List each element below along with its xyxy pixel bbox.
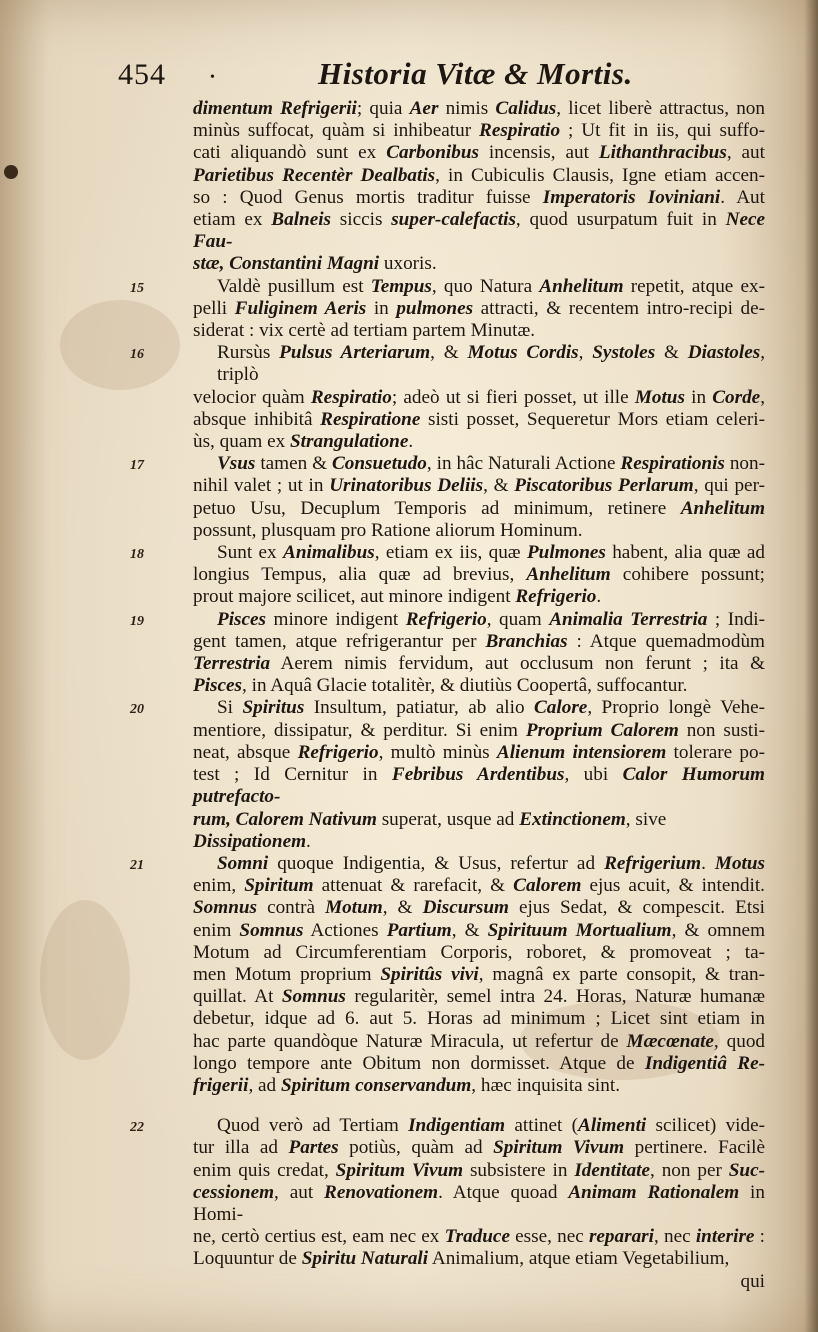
running-head [118,58,764,98]
italic-term: Somnus [281,986,346,1008]
text-run: non susti- [678,719,765,741]
text-run: tamen & [255,453,332,475]
text-run: Insultum, patiatur, ab alio [304,697,534,719]
italic-term: Extinctionem [519,808,626,830]
text-line [130,697,765,719]
text-run: . Aut [720,186,765,208]
text-run: quillat. At [193,986,282,1008]
text-run: ne, certò certius est, eam nec ex [193,1226,445,1248]
italic-term: Urinatoribus Deliis [329,475,484,497]
italic-term: Imperatoris Ioviniani [542,186,721,208]
text-run: superat, usque ad [376,808,520,830]
text-run: , in hâc Naturali Actione [426,453,621,475]
italic-term: Motus Cordis [467,342,579,364]
text-line [193,253,765,275]
text-line [193,564,765,586]
text-run: Actiones [303,919,387,941]
italic-term: Parietibus Recentèr Dealbatis [193,164,436,186]
italic-term: Anhelitum [526,564,611,586]
text-line [193,631,765,653]
text-run: possunt, plusquam pro Ratione aliorum Hominum. [193,519,583,541]
italic-term: Aer [409,98,439,119]
text-line [130,453,765,475]
italic-term: super-calefactis [391,209,516,231]
text-run: Aerem nimis fervidum, aut occlusum non ferunt ; ita & [270,653,765,675]
italic-term: Somnus [193,897,257,919]
text-line [130,342,766,386]
text-line [193,1226,765,1248]
italic-term: Respiratio [479,120,561,142]
italic-term: Strangulatione [290,431,409,453]
italic-term: Refrigerium [604,852,702,874]
text-run: Motum ad Circumferentiam Corporis, roboret, & promoveat ; ta- [193,941,765,963]
text-run: siccis [331,209,392,231]
text-run: , triplò [217,342,766,386]
text-run: , magnâ ex parte consopit, & tran- [478,963,765,985]
text-run: , in Aquâ Glacie totalitèr, & diutiùs Coopertâ, suffocantur. [242,675,688,697]
text-line [193,986,765,1008]
section-number: 17 [130,458,144,474]
italic-term: Discursum [422,897,509,919]
page-number: 454 [118,58,166,91]
text-run: attenuat & rarefacit, & [313,875,514,897]
text-line [193,1160,765,1182]
text-line [193,1008,765,1030]
text-line [193,742,765,764]
text-run: regularitèr, semel intra 24. Horas, Naturæ humanæ [345,986,766,1008]
italic-term: pulmones [396,297,474,319]
text-run: minùs suffocat, quàm si inhibeatur [193,120,480,142]
text-run: pertinere. Facilè [624,1137,765,1159]
italic-term: Indigentiam [408,1115,506,1137]
text-run: so : Quod Genus mortis traditur fuisse [193,186,543,208]
italic-term: Tempus [370,275,432,297]
italic-term: Pisces [193,675,243,697]
text-line [193,1031,765,1053]
italic-term: Refrigerio [515,586,597,608]
text-run: minore indigent [266,608,406,630]
italic-term: Somnus [239,919,304,941]
italic-term: Spiritûs vivi [380,963,479,985]
text-run: , quo Natura [431,275,540,297]
italic-term: Carbonibus [386,142,479,164]
italic-term: Suc- [728,1159,765,1181]
text-run: etiam ex [193,209,272,231]
text-run: non- [724,453,765,475]
text-run: , in Cubiculis Clausis, Igne etiam accen- [435,164,765,186]
page-title: Historia Vitæ & Mortis. [318,56,633,91]
italic-term: Diastoles [687,342,761,364]
text-run: , etiam ex iis, quæ [374,542,527,564]
text-run: , & [451,919,488,941]
italic-term: Respiratione [320,408,421,430]
italic-term: frigerii [193,1074,249,1096]
text-run: mentiore, dissipatur, & perditur. Si enim [193,719,526,741]
text-line [193,498,765,520]
text-run: Si [217,697,243,719]
italic-term: Pulsus Arteriarum [279,342,431,364]
text-run: ; adeò ut si fieri posset, ut ille [391,386,635,408]
text-run: , qui per- [693,475,765,497]
italic-term: Refrigerio [405,608,487,630]
foxing-stain [60,300,180,390]
italic-term: Vsus [217,453,256,475]
text-line [130,542,766,564]
text-run: uxoris. [379,253,437,275]
text-line [193,209,765,253]
text-line [193,1248,765,1270]
text-run: , quam [486,608,550,630]
italic-term: Febribus Ardentibus [391,764,565,786]
text-run: scilicet) vide- [646,1115,766,1137]
section-number: 21 [130,857,144,873]
text-line [193,764,765,808]
italic-term: stæ, Constantini Magni [193,253,380,275]
text-run: & [655,342,688,364]
text-run: Animalium, atque etiam Vegetabilium, [428,1248,730,1270]
text-run: , aut [274,1181,325,1203]
text-run: repetit, atque ex- [623,275,765,297]
text-line [193,431,765,453]
text-run: , aut [726,142,765,164]
text-run: , multò minùs [378,741,497,763]
section-number: 18 [130,547,144,563]
text-run: . Atque quoad [438,1181,569,1203]
text-run: . [701,852,715,874]
italic-term: Spiritum conservandum [280,1074,472,1096]
text-run: enim quis credat, [193,1159,336,1181]
text-run: , [578,342,593,364]
italic-term: Refrigerio [297,741,379,763]
text-run: , ad [248,1074,281,1096]
text-line [193,675,765,697]
text-run: enim, [193,875,245,897]
text-run: in Homi- [193,1181,765,1225]
text-run: in [684,386,713,408]
italic-term: Nece Fau- [193,209,765,253]
italic-term: Calore [534,697,588,719]
italic-term: Renovationem [324,1181,439,1203]
text-run: , & [483,475,515,497]
text-run: tolerare po- [666,741,765,763]
text-run: ; quia [356,98,410,119]
text-run: men Motum proprium [193,963,381,985]
text-run: prout majore scilicet, aut minore indigent [193,586,516,608]
text-run: , hæc inquisita sint. [471,1074,620,1096]
text-run: siderat : vix certè ad tertiam partem Minutæ. [193,320,536,342]
binding-hole [4,165,18,179]
italic-term: Alienum intensiorem [496,741,667,763]
italic-term: Respirationis [620,453,725,475]
italic-term: Calorem [513,875,582,897]
text-run: , Proprio longè Vehe- [587,697,765,719]
text-run: longius Tempus, alia quæ ad brevius, [193,564,527,586]
text-run: attinet ( [505,1115,579,1137]
italic-term: Dissipationem [193,830,307,852]
text-run: pelli [193,297,235,319]
text-run: quoque Indigentia, & Usus, refertur ad [268,852,605,874]
italic-term: cessionem [193,1181,275,1203]
text-run: absque inhibitâ [193,408,321,430]
text-run: gent tamen, atque refrigerantur per [193,630,486,652]
italic-term: Proprium Calorem [525,719,679,741]
text-line [193,120,765,142]
text-run: Sunt ex [217,542,284,564]
italic-term: Traduce [444,1226,510,1248]
text-run: , sive [625,808,667,830]
text-run: : Atque quemadmodùm [567,630,765,652]
italic-term: Anhelitum [680,497,765,519]
text-line [130,608,765,631]
text-run: , ubi [564,764,623,786]
italic-term: Terrestria [193,653,271,675]
text-run: , & omnem [671,919,765,941]
italic-term: Anhelitum [539,275,624,297]
ornament-dot: • [210,70,215,85]
section-number: 22 [130,1120,144,1136]
italic-term: Pisces [217,608,267,630]
italic-term: Partium [386,919,452,941]
text-run: ejus Sedat, & compescit. Etsi [508,897,765,919]
text-line [193,653,765,675]
text-line [193,98,765,120]
italic-term: Respiratio [310,386,392,408]
foxing-stain [40,900,130,1060]
text-run: attracti, & recentem intro-recipi de- [473,297,765,319]
text-run: debetur, idque ad 6. aut 5. Horas ad minimum ; Licet sint etiam in [193,1008,765,1030]
text-run: subsistere in [463,1159,575,1181]
text-run: ; Ut fit in iis, qui suffo- [560,120,765,142]
text-run: esse, nec [509,1226,589,1248]
italic-term: Alimenti [578,1115,647,1137]
text-line [193,142,765,164]
text-run: . [306,830,311,852]
text-run: Quod verò ad Tertiam [217,1115,409,1137]
italic-term: Consuetudo [331,453,427,475]
italic-term: Spiritum Vivum [335,1159,464,1181]
text-line [193,897,765,919]
text-run: , & [430,342,468,364]
italic-term: Calidus [495,98,557,119]
text-line [193,1075,765,1097]
text-run: , licet liberè attractus, non [556,98,765,119]
italic-term: Spiritu Naturali [301,1248,429,1270]
text-line [193,1137,765,1159]
text-run: contrà [257,897,326,919]
italic-term: Indigentiâ Re- [644,1052,765,1074]
text-run: ùs, quam ex [193,431,290,453]
page-edge-shadow [804,0,818,1332]
text-line [193,942,765,964]
text-run: ; Indi- [707,608,765,630]
text-run: neat, absque [193,741,298,763]
text-run: habent, alia quæ ad [605,542,766,564]
text-run: Loquuntur de [193,1248,302,1270]
italic-term: Piscatoribus Perlarum [514,475,694,497]
text-line [193,875,765,897]
text-line [193,165,765,187]
section-number: 16 [130,347,144,363]
italic-term: Branchias [485,630,568,652]
italic-term: dimentum Refrigerii [193,98,357,119]
text-run: hac parte quandòque Naturæ Miracula, ut refertur de [193,1030,627,1052]
italic-term: Identitate [574,1159,651,1181]
section-number: 15 [130,280,144,296]
text-line [193,320,765,342]
text-run: , nec [653,1226,696,1248]
italic-term: Corde [712,386,761,408]
text-line [130,1115,766,1137]
text-line [130,275,765,298]
text-line [193,387,765,409]
italic-term: rum, Calorem Nativum [193,808,377,830]
text-line [193,964,765,986]
text-line [193,1182,765,1226]
text-run: nihil valet ; ut in [193,475,330,497]
text-run: cati aliquandò sunt ex [193,142,387,164]
text-run: in [366,297,397,319]
text-run: Rursùs [217,342,280,364]
italic-term: Pulmones [526,542,606,564]
italic-term: Spiritus [242,697,305,719]
text-run: , & [382,897,423,919]
italic-term: Spirituum Mortualium [487,919,672,941]
italic-term: Animalia Terrestria [549,608,708,630]
text-line [193,809,765,853]
italic-term: Motus [634,386,685,408]
text-run: sisti posset, Sequeretur Mors etiam celeri- [420,408,765,430]
text-line [193,520,765,542]
text-run: , non per [650,1159,729,1181]
italic-term: reparari [588,1226,654,1248]
italic-term: Lithanthracibus [598,142,727,164]
section-number: 20 [130,702,144,718]
text-line [193,720,765,742]
text-run: velocior quàm [193,386,311,408]
italic-term: Motum [325,897,383,919]
italic-term: Calor Humorum putrefacto- [193,764,765,808]
text-run: tur illa ad [193,1137,289,1159]
italic-term: Balneis [271,209,332,231]
italic-term: Spiritum Vivum [493,1137,625,1159]
text-run: : [754,1226,765,1248]
text-run: longo tempore ante Obitum non dormisset. Atque de [193,1052,645,1074]
text-run: petuo Usu, Decuplum Temporis ad minimum, retinere [193,497,681,519]
text-run: , quod [713,1030,766,1052]
text-run: cohibere possunt; [610,564,765,586]
text-line [130,852,766,875]
text-line [193,920,765,942]
italic-term: Spiritum [244,875,314,897]
text-run: . [596,586,602,608]
body-text [130,98,766,1293]
italic-term: Motus [714,852,766,874]
italic-term: Fuliginem Aeris [234,297,367,319]
section-number: 19 [130,613,144,629]
text-run: , [760,386,765,408]
catchword: qui [740,1270,765,1292]
italic-term: Mæcœnate [626,1030,714,1052]
text-run: nimis [438,98,496,119]
text-line [193,1053,765,1075]
text-run: Valdè pusillum est [217,275,371,297]
italic-term: Animalibus [283,542,375,564]
text-line [193,409,765,431]
italic-term: Somni [217,852,269,874]
text-run: test ; Id Cernitur in [193,764,392,786]
text-line [193,298,765,320]
italic-term: Animam Rationalem [568,1181,740,1203]
text-run: incensis, aut [478,142,599,164]
text-run: ejus acuit, & intendit. [581,875,765,897]
italic-term: Systoles [592,342,656,364]
text-run: , quod usurpatum fuit in [515,209,726,231]
text-line [193,475,765,497]
italic-term: interire [695,1226,755,1248]
text-line [193,586,765,608]
text-run: . [408,431,414,453]
text-run: enim [193,919,240,941]
text-line [193,187,765,209]
text-run: potiùs, quàm ad [338,1137,494,1159]
italic-term: Partes [288,1137,339,1159]
